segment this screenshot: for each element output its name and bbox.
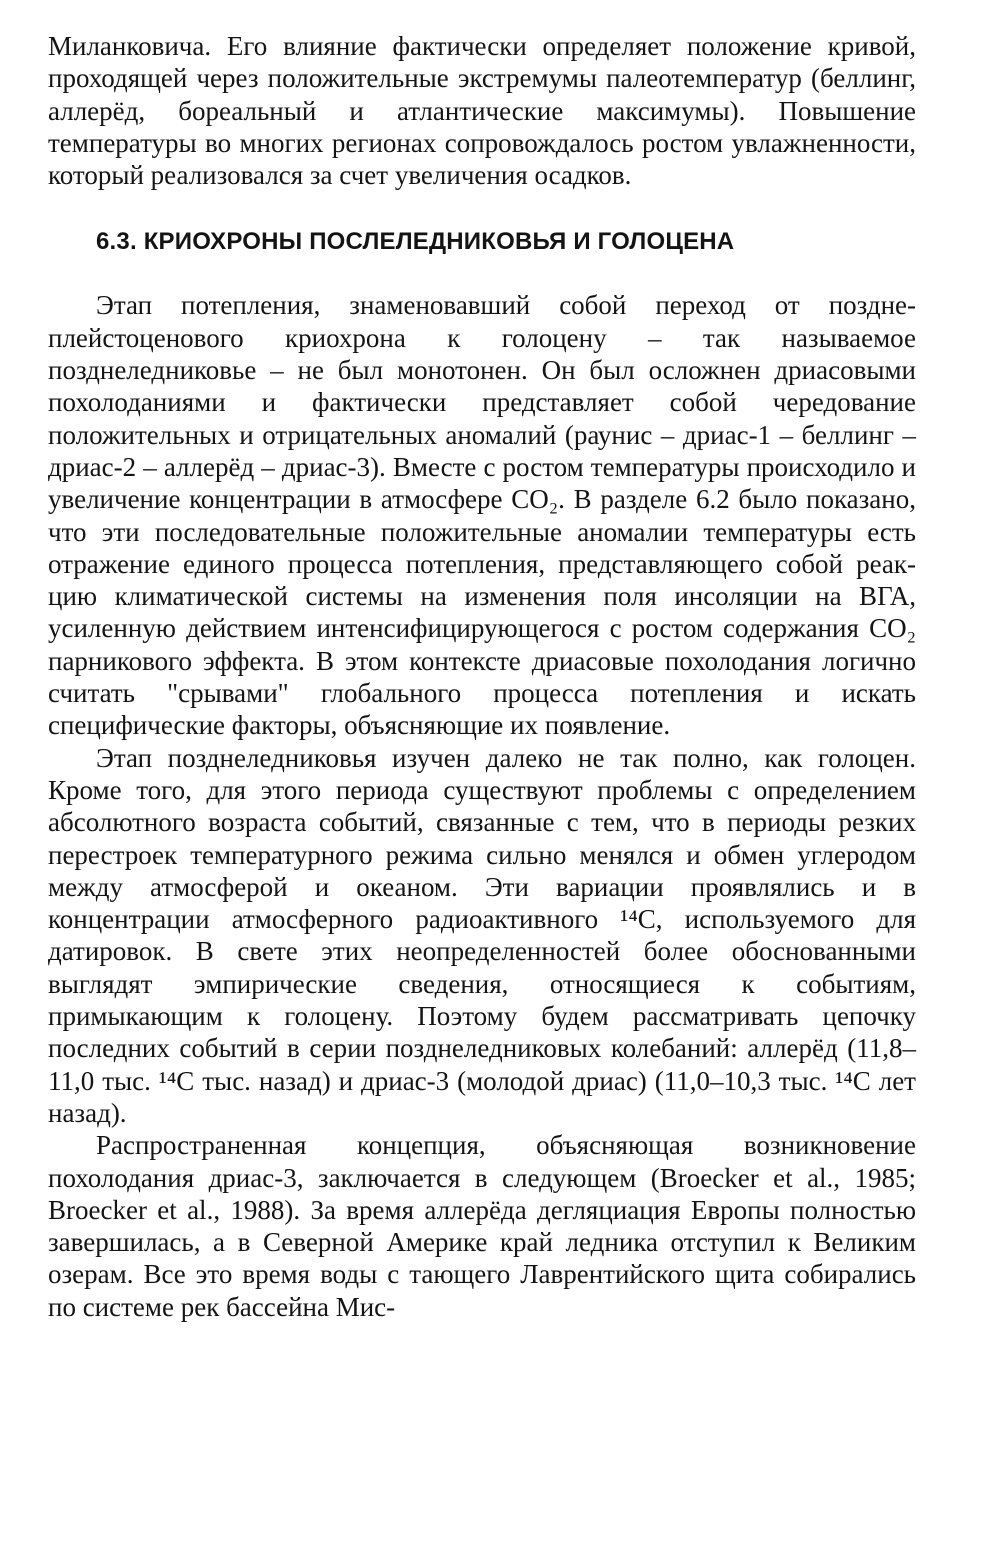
paragraph-intro: Миланковича. Его влияние фактически определяет положение кривой, проходящей через положительные экстремумы палеотемператур (беллинг, аллерёд, бореальный и атлантические максимумы). Повышение температуры во многих регионах сопровождалось ростом увлажненности, который реализовался за счет увеличения осадков. [48, 31, 916, 191]
paragraph-3: Распространенная концепция, объясняющая возникновение похолодания дриас-3, заключается в следующем (Broecker et al., 1985; Broecker et al., 1988). За время аллерёда дегляциация Европы полностью завершилась, а в Северной Америке край ледника отступил к Великим озерам. Все это время воды с тающего Лаврентийского щита собирались по системе рек бассейна Мис- [48, 1130, 916, 1322]
section-heading: 6.3. КРИОХРОНЫ ПОСЛЕЛЕДНИКОВЬЯ И ГОЛОЦЕНА [96, 228, 735, 256]
paragraph-1: Этап потепления, знаменовавший собой переход от позднеплейстоценового криохрона к голоцену – так называемое позднеледниковье – не был монотонен. Он был осложнен дриасовыми похолоданиями и фактически представляет собой чередование положительных и отрицательных аномалий (раунис – дриас-1 – беллинг – дриас-2 – аллерёд – дриас-3). Вместе с ростом температуры происходило и увеличение концентрации в атмосфере CO₂. В разделе 6.2 было показано, что эти последовательные положительные аномалии температуры есть отражение единого процесса потепления, представляющего собой реакцию климатической системы на изменения поля инсоляции на ВГА, усиленную действием интенсифицирующегося с ростом содержания CO₂ парникового эффекта. В этом контексте дриасовые похолодания логично считать "срывами" глобального процесса потепления и искать специфические факторы, объясняющие их появление. [48, 290, 916, 741]
paragraph-2: Этап позднеледниковья изучен далеко не так полно, как голоцен. Кроме того, для этого периода существуют проблемы с определением абсолютного возраста событий, связанные с тем, что в периоды резких перестроек температурного режима сильно менялся и обмен углеродом между атмосферой и океаном. Эти вариации проявлялись и в концентрации атмосферного радиоактивного ¹⁴C, используемого для датировок. В свете этих неопределенностей более обоснованными выглядят эмпирические сведения, относящиеся к событиям, примыкающим к голоцену. Поэтому будем рассматривать цепочку последних событий в серии позднеледниковых колебаний: аллерёд (11,8–11,0 тыс. ¹⁴C тыс. назад) и дриас-3 (молодой дриас) (11,0–10,3 тыс. ¹⁴C лет назад). [48, 742, 916, 1128]
page-body [48, 30, 916, 1323]
